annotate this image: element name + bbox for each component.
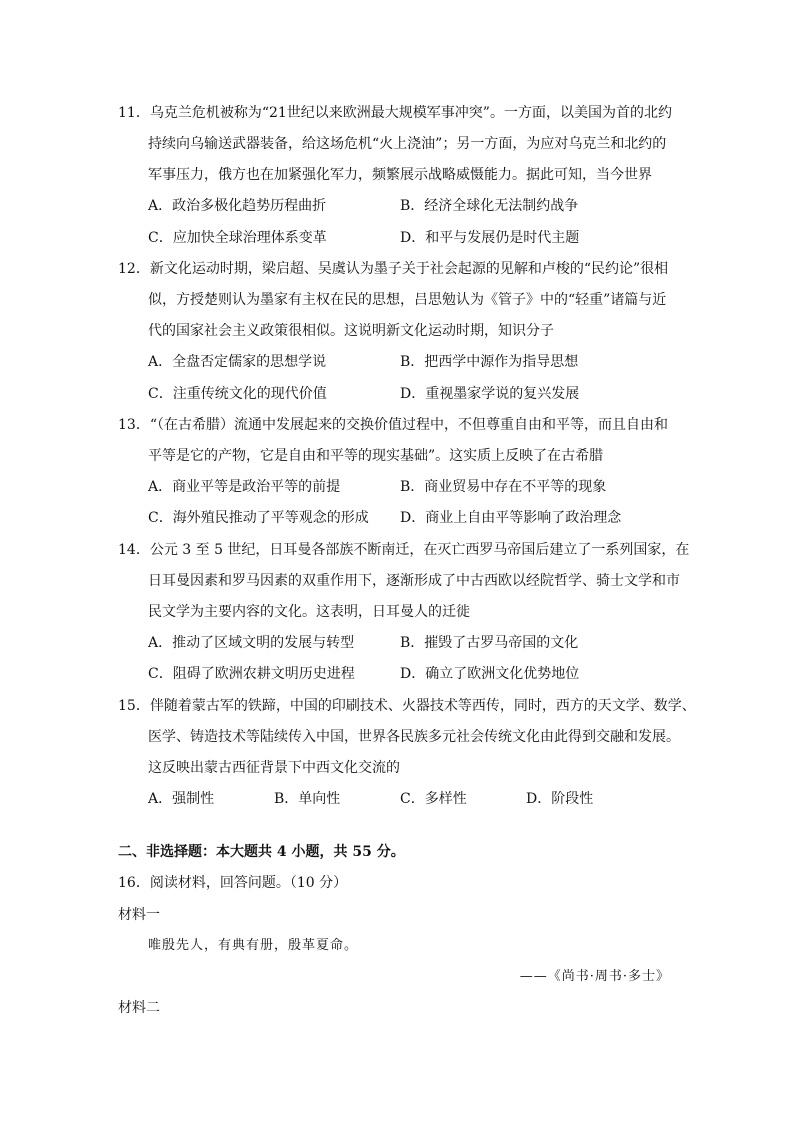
q12-option-d[interactable]: D．重视墨家学说的复兴发展 [400,386,580,402]
q15-stem-line-2: 医学、铸造技术等陆续传入中国，世界各民族多元社会传统文化由此得到交融和发展。 [148,729,680,745]
q13-option-a[interactable]: A．商业平等是政治平等的前提 [148,479,341,495]
q14-option-d[interactable]: D．确立了欧洲文化优势地位 [400,666,580,682]
q12-stem-line-3: 代的国家社会主义政策很相似。这说明新文化运动时期，知识分子 [148,323,554,339]
q15-stem-line-1: 15．伴随着蒙古军的铁蹄，中国的印刷技术、火器技术等西传，同时，西方的天文学、数学、 [118,698,696,714]
q16-material-1-source: ——《尚书·周书·多士》 [519,969,670,984]
q14-option-b[interactable]: B．摧毁了古罗马帝国的文化 [400,635,579,651]
q11-option-c[interactable]: C．应加快全球治理体系变革 [148,230,327,246]
q14-option-c[interactable]: C．阻碍了欧洲农耕文明历史进程 [148,666,355,682]
q13-option-d[interactable]: D．商业上自由平等影响了政治理念 [400,510,622,526]
q16-material-1-text: 唯殷先人，有典有册，殷革夏命。 [148,938,359,953]
q12-stem-line-2: 似，方授楚则认为墨家有主权在民的思想，吕思勉认为《管子》中的“轻重”诸篇与近 [148,292,667,308]
q11-option-b[interactable]: B．经济全球化无法制约战争 [400,198,579,214]
q13-stem-line-2: 平等是它的产物，它是自由和平等的现实基础”。这实质上反映了在古希腊 [148,448,604,464]
q15-option-a[interactable]: A．强制性 [148,791,215,807]
q14-stem-line-1: 14．公元 3 至 5 世纪，日耳曼各部族不断南迁，在灭亡西罗马帝国后建立了一系列国家，在 [118,542,690,558]
q13-stem-line-1: 13．“（在古希腊）流通中发展起来的交换价值过程中，不但尊重自由和平等，而且自由和 [118,417,668,433]
q16-material-2-label: 材料二 [118,1000,160,1016]
q13-option-c[interactable]: C．海外殖民推动了平等观念的形成 [148,510,369,526]
q12-option-b[interactable]: B．把西学中源作为指导思想 [400,354,579,370]
q15-option-c[interactable]: C．多样性 [400,791,467,807]
q12-option-a[interactable]: A．全盘否定儒家的思想学说 [148,354,327,370]
q11-option-a[interactable]: A．政治多极化趋势历程曲折 [148,198,327,214]
q15-option-b[interactable]: B．单向性 [274,791,341,807]
q11-stem-line-3: 军事压力，俄方也在加紧强化军力，频繁展示战略威慑能力。据此可知，当今世界 [148,167,652,183]
q15-stem-line-3: 这反映出蒙古西征背景下中西文化交流的 [148,760,400,776]
q16-material-1-label: 材料一 [118,907,160,923]
q15-option-d[interactable]: D．阶段性 [526,791,594,807]
q11-option-d[interactable]: D．和平与发展仍是时代主题 [400,230,580,246]
q16-stem-line-1: 16．阅读材料，回答问题。（10 分） [118,875,348,891]
q11-stem-line-1: 11．乌克兰危机被称为“21世纪以来欧洲最大规模军事冲突”。一方面，以美国为首的北约 [118,105,672,121]
q14-stem-line-2: 日耳曼因素和罗马因素的双重作用下，逐渐形成了中古西欧以经院哲学、骑士文学和市 [148,573,680,589]
q12-stem-line-1: 12．新文化运动时期，梁启超、吴虞认为墨子关于社会起源的见解和卢梭的“民约论”很相 [118,261,669,277]
q13-option-b[interactable]: B．商业贸易中存在不平等的现象 [400,479,607,495]
q11-stem-line-2: 持续向乌输送武器装备，给这场危机“火上浇油”；另一方面，为应对乌克兰和北约的 [148,136,667,152]
q14-stem-line-3: 民文学为主要内容的文化。这表明，日耳曼人的迁徙 [148,604,470,620]
section-2-heading: 二、非选择题：本大题共 4 小题，共 55 分。 [118,844,405,860]
q14-option-a[interactable]: A．推动了区域文明的发展与转型 [148,635,355,651]
q12-option-c[interactable]: C．注重传统文化的现代价值 [148,386,327,402]
